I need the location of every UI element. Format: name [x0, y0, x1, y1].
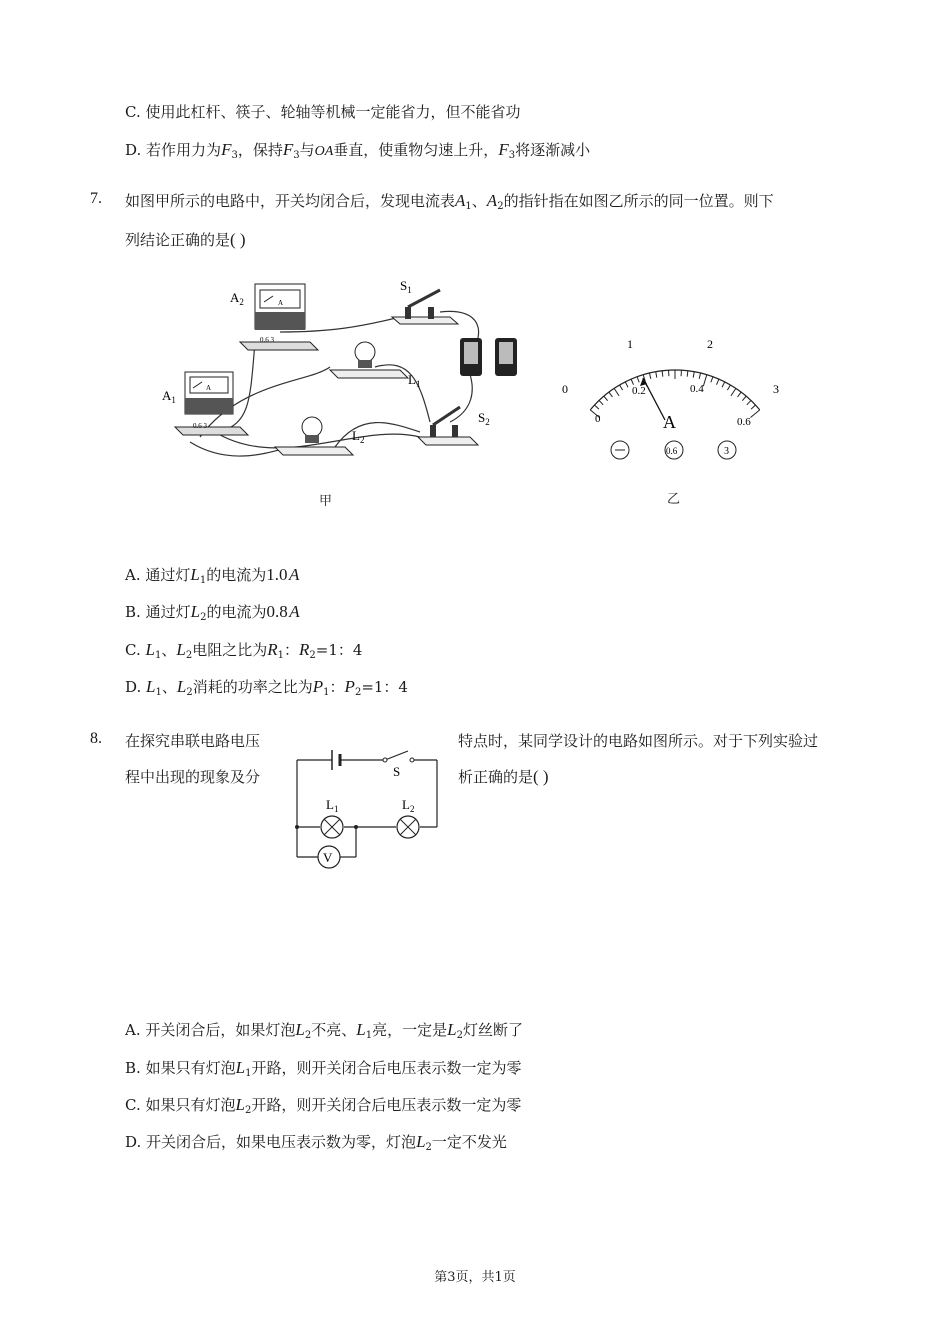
- lamp-l2: [275, 417, 353, 455]
- q7-option-c: C. $L_1$、$L_2$电阻之比为$R_1$：$R_2=1$：4: [125, 640, 363, 661]
- meter-terminals: [611, 441, 736, 459]
- q6-option-d: D. 若作用力为$F_3$，保持$F_3$与OA垂直，使重物匀速上升，$F_3$将逐渐减小: [125, 140, 591, 161]
- label-a1: $A_1$: [162, 388, 176, 405]
- q8-option-a: A. 开关闭合后，如果灯泡$L_2$不亮、$L_1$亮，一定是$L_2$灯丝断了: [125, 1020, 523, 1041]
- dial-tick: [738, 392, 742, 397]
- dial-tick: [604, 396, 608, 401]
- meter-unit: A: [663, 412, 676, 432]
- svg-text:A: A: [206, 384, 212, 392]
- dial-tick: [731, 388, 736, 395]
- q7-stem-line2: 列结论正确的是( ): [125, 230, 246, 249]
- dial-tick: [620, 385, 623, 390]
- dial-tick: [631, 379, 633, 385]
- dial-tick: [703, 375, 706, 386]
- svg-text:A: A: [278, 299, 284, 307]
- q8-option-b: B. 如果只有灯泡$L_1$开路，则开关闭合后电压表示数一定为零: [125, 1058, 522, 1079]
- lower-tick-3: 0.6: [737, 416, 751, 428]
- lamp-l2-symbol: [397, 816, 419, 838]
- label-l1: $L_1$: [408, 372, 421, 389]
- lamp-l1: [330, 342, 408, 378]
- battery-pack: [460, 338, 517, 376]
- voltmeter-label: V: [323, 850, 333, 865]
- q7-option-d: D. $L_1$、$L_2$消耗的功率之比为$P_1$：$P_2=1$：4: [125, 677, 408, 698]
- dial-tick: [637, 377, 639, 383]
- q8-number: 8.: [90, 730, 102, 747]
- l2-label: $L_2$: [402, 797, 415, 814]
- dial-tick: [656, 372, 657, 378]
- lower-tick-0: 0: [595, 413, 601, 425]
- q6-option-c: C. 使用此杠杆、筷子、轮轴等机械一定能省力，但不能省功: [125, 103, 521, 121]
- dial-tick: [609, 392, 613, 397]
- dial-tick: [625, 382, 628, 387]
- meter-needle: [643, 378, 665, 420]
- switch-s1: [392, 290, 458, 324]
- dial-tick: [662, 371, 663, 377]
- q7-figure-circuit-photo: [160, 272, 530, 482]
- upper-tick-3: 3: [773, 382, 779, 396]
- q7-figure-meter-dial: [555, 330, 795, 470]
- dial-tick: [614, 388, 619, 395]
- dial-scale: [590, 370, 760, 418]
- upper-tick-2: 2: [707, 337, 713, 351]
- dial-tick: [717, 379, 719, 385]
- dial-tick: [747, 400, 751, 404]
- svg-text:0.6 3: 0.6 3: [193, 422, 207, 430]
- upper-tick-1: 1: [627, 337, 633, 351]
- caption-yi: 乙: [667, 492, 681, 507]
- dial-tick: [727, 385, 730, 390]
- svg-text:3: 3: [724, 446, 729, 457]
- dial-tick: [722, 382, 725, 387]
- q7-option-a: A. 通过灯$L_1$的电流为1.0 A: [125, 565, 300, 586]
- label-s2: $S_2$: [478, 410, 490, 427]
- dial-tick: [599, 400, 603, 404]
- dial-tick: [699, 373, 700, 379]
- q7-number: 7.: [90, 190, 102, 207]
- lower-tick-1: 0.2: [632, 385, 646, 397]
- svg-text:0.6: 0.6: [666, 446, 678, 456]
- dial-tick: [751, 405, 755, 409]
- dial-tick: [751, 410, 760, 418]
- ammeter-a2: [240, 284, 318, 350]
- label-l2: $L_2$: [352, 428, 365, 445]
- q8-stem-right1: 特点时，某同学设计的电路如图所示。对于下列实验过: [458, 732, 819, 750]
- dial-tick: [742, 396, 746, 401]
- upper-tick-0: 0: [562, 382, 568, 396]
- label-a2: $A_2$: [230, 290, 244, 307]
- q7-stem-line1: 如图甲所示的电路中，开关均闭合后，发现电流表$A_1$、$A_2$的指针指在如图乙所示的同一位置。则下: [125, 191, 774, 212]
- svg-text:0.6 3: 0.6 3: [260, 336, 274, 344]
- dial-tick: [711, 377, 713, 383]
- q8-stem-left1: 在探究串联电路电压: [125, 732, 261, 750]
- switch-s-label: S: [393, 764, 401, 779]
- l1-label: $L_1$: [326, 797, 339, 814]
- q8-circuit-diagram: [290, 740, 450, 875]
- q8-stem-left2: 程中出现的现象及分: [125, 768, 261, 786]
- page-footer: 第3页，共1页: [434, 1270, 516, 1285]
- q8-option-c: C. 如果只有灯泡$L_2$开路，则开关闭合后电压表示数一定为零: [125, 1095, 522, 1116]
- lower-tick-2: 0.4: [690, 383, 704, 395]
- dial-tick: [594, 405, 598, 409]
- dial-tick: [693, 372, 694, 378]
- q7-option-b: B. 通过灯$L_2$的电流为0.8 A: [125, 602, 300, 623]
- caption-jia: 甲: [319, 494, 333, 509]
- q8-option-d: D. 开关闭合后，如果电压表示数为零，灯泡$L_2$一定不发光: [125, 1132, 507, 1153]
- lamp-l1-symbol: [321, 816, 343, 838]
- dial-tick: [687, 371, 688, 377]
- q8-stem-right2: 析正确的是( ): [458, 767, 549, 786]
- label-s1: $S_1$: [400, 278, 412, 295]
- dial-tick: [649, 373, 650, 379]
